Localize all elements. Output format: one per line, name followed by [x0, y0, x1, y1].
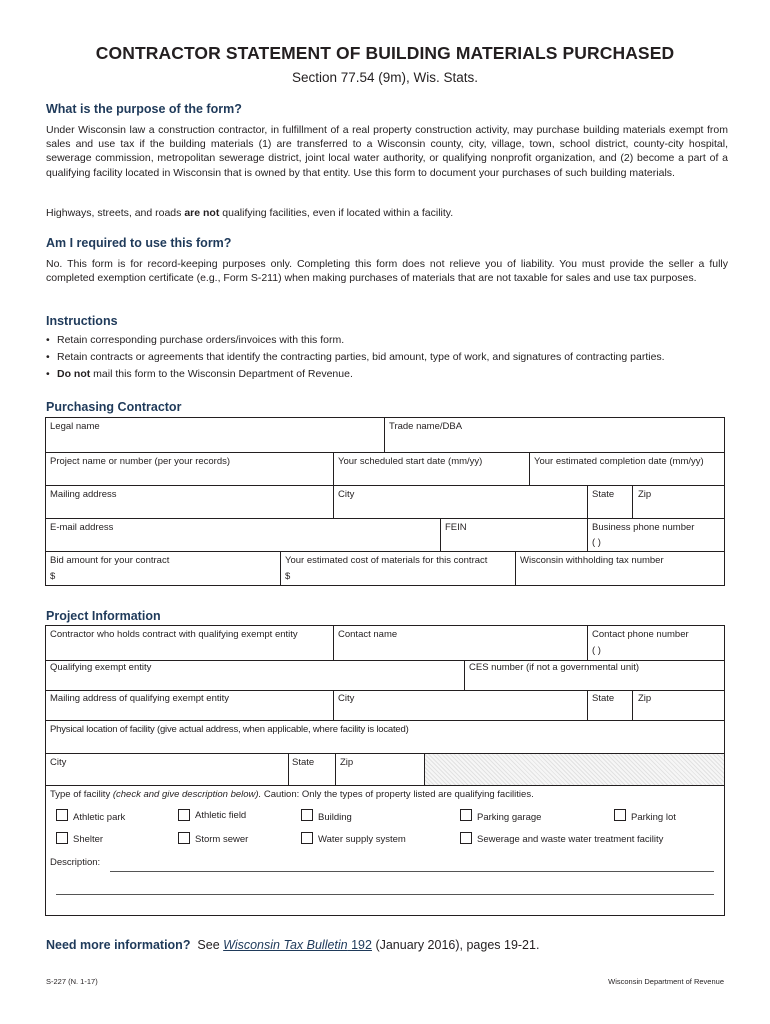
- instruction-item: • Retain contracts or agreements that identify the contracting parties, bid amount, type of work, and signatures of contracting parties.: [46, 349, 728, 366]
- more-info: Need more information? See Wisconsin Tax Bulletin 192 (January 2016), pages 19-21.: [46, 938, 540, 952]
- storm-sewer-label: Storm sewer: [195, 834, 249, 845]
- contact-name-field[interactable]: Contact name: [338, 629, 398, 640]
- instructions-list: [46, 332, 728, 383]
- divider: [45, 452, 725, 453]
- form-number: S-227 (N. 1-17): [46, 977, 98, 986]
- form-title: CONTRACTOR STATEMENT OF BUILDING MATERIALS PURCHASED: [95, 43, 675, 63]
- storm-sewer-checkbox[interactable]: [178, 832, 190, 844]
- completion-date-field[interactable]: Your estimated completion date (mm/yy): [534, 456, 704, 467]
- description-line-2[interactable]: [56, 894, 714, 895]
- bid-amount-field[interactable]: Bid amount for your contract: [50, 555, 170, 566]
- zip-field[interactable]: Zip: [638, 489, 652, 500]
- athletic-park-checkbox[interactable]: [56, 809, 68, 821]
- tax-bulletin-link[interactable]: Wisconsin Tax Bulletin 192: [223, 938, 372, 952]
- divider: [529, 452, 530, 485]
- location-city-field[interactable]: City: [50, 757, 67, 768]
- withholding-field[interactable]: Wisconsin withholding tax number: [520, 555, 664, 566]
- exempt-entity-field[interactable]: Qualifying exempt entity: [50, 662, 152, 673]
- legal-name-field[interactable]: Legal name: [50, 421, 100, 432]
- description-line-1[interactable]: [110, 871, 714, 872]
- athletic-park-label: Athletic park: [73, 812, 126, 823]
- description-label: Description:: [50, 857, 101, 868]
- divider: [335, 753, 336, 785]
- shelter-checkbox[interactable]: [56, 832, 68, 844]
- shaded-area: [425, 754, 724, 785]
- parking-lot-checkbox[interactable]: [614, 809, 626, 821]
- dollar-sign: $: [50, 571, 56, 582]
- parking-garage-label: Parking garage: [477, 812, 542, 823]
- state-field[interactable]: State: [592, 693, 615, 704]
- sewerage-label: Sewerage and waste water treatment facility: [477, 834, 664, 845]
- divider: [45, 518, 725, 519]
- ces-number-field[interactable]: CES number (if not a governmental unit): [469, 662, 640, 673]
- divider: [333, 452, 334, 518]
- water-supply-label: Water supply system: [318, 834, 406, 845]
- divider: [515, 551, 516, 586]
- divider: [632, 485, 633, 518]
- project-name-field[interactable]: Project name or number (per your records): [50, 456, 231, 467]
- instructions-heading: Instructions: [46, 314, 118, 328]
- divider: [587, 625, 588, 660]
- shelter-label: Shelter: [73, 834, 104, 845]
- project-heading: Project Information: [46, 609, 161, 623]
- instruction-item: • Do not mail this form to the Wisconsin Department of Revenue.: [46, 366, 728, 383]
- location-state-field[interactable]: State: [292, 757, 315, 768]
- purpose-note-pre: Highways, streets, and roads: [46, 207, 185, 219]
- location-zip-field[interactable]: Zip: [340, 757, 354, 768]
- divider: [45, 690, 725, 691]
- parking-garage-checkbox[interactable]: [460, 809, 472, 821]
- divider: [288, 753, 289, 785]
- divider: [45, 785, 725, 786]
- divider: [587, 690, 588, 720]
- divider: [45, 660, 725, 661]
- purpose-note-post: qualifying facilities, even if located within a facility.: [219, 207, 454, 219]
- required-heading: Am I required to use this form?: [46, 236, 232, 250]
- business-phone-field[interactable]: Business phone number: [592, 522, 695, 533]
- required-text: No. This form is for record-keeping purposes only. Completing this form does not relieve you of liability. You must provide the seller a fully completed exemption certificate (e.g., Form S-211) when making purchases of materials that are not taxable for sales and use tax purposes.: [46, 258, 728, 285]
- athletic-field-checkbox[interactable]: [178, 809, 190, 821]
- divider: [464, 660, 465, 690]
- contact-phone-field[interactable]: Contact phone number: [592, 629, 689, 640]
- divider: [45, 720, 725, 721]
- divider: [333, 690, 334, 720]
- city-field[interactable]: City: [338, 489, 355, 500]
- divider: [45, 485, 725, 486]
- physical-location-field[interactable]: Physical location of facility (give actual address, when applicable, where facility is located): [50, 724, 409, 735]
- mailing-address-field[interactable]: Mailing address: [50, 489, 117, 500]
- phone-area-code: ( ): [592, 537, 601, 548]
- agency-name: Wisconsin Department of Revenue: [608, 977, 724, 986]
- zip-field[interactable]: Zip: [638, 693, 652, 704]
- athletic-field-label: Athletic field: [195, 810, 247, 821]
- trade-name-field[interactable]: Trade name/DBA: [389, 421, 463, 432]
- divider: [440, 518, 441, 551]
- form-subtitle: Section 77.54 (9m), Wis. Stats.: [291, 70, 479, 85]
- purpose-text: Under Wisconsin law a construction contractor, in fulfillment of a real property construction activity, may purchase building materials exempt from sales and use tax if the building materials (1) are transferred to a Wisconsin county, city, village, town, school district, county-city hospital, sewerage commission, metropolitan sewerage district, joint local water authority, or qualifying nonprofit organization, and (2) become a part of a qualifying facility located in Wisconsin that is owned by that entity. Use this form to document your purchases of such building materials.: [46, 124, 728, 179]
- divider: [45, 551, 725, 552]
- building-checkbox[interactable]: [301, 809, 313, 821]
- more-info-lead: Need more information?: [46, 938, 191, 952]
- water-supply-checkbox[interactable]: [301, 832, 313, 844]
- phone-area-code: ( ): [592, 645, 601, 656]
- sewerage-checkbox[interactable]: [460, 832, 472, 844]
- exempt-mailing-field[interactable]: Mailing address of qualifying exempt entity: [50, 693, 230, 704]
- divider: [587, 485, 588, 551]
- purpose-note-bold: are not: [184, 207, 220, 219]
- parking-lot-label: Parking lot: [631, 812, 676, 823]
- start-date-field[interactable]: Your scheduled start date (mm/yy): [338, 456, 483, 467]
- email-field[interactable]: E-mail address: [50, 522, 114, 533]
- est-cost-field[interactable]: Your estimated cost of materials for this contract: [285, 555, 488, 566]
- instruction-item: • Retain corresponding purchase orders/invoices with this form.: [46, 332, 728, 349]
- contractor-field[interactable]: Contractor who holds contract with qualifying exempt entity: [50, 629, 298, 640]
- fein-field[interactable]: FEIN: [445, 522, 467, 533]
- purchasing-heading: Purchasing Contractor: [46, 400, 182, 414]
- dollar-sign: $: [285, 571, 291, 582]
- divider: [280, 551, 281, 586]
- divider: [384, 417, 385, 452]
- purpose-note: [46, 206, 728, 220]
- divider: [632, 690, 633, 720]
- city-field[interactable]: City: [338, 693, 355, 704]
- state-field[interactable]: State: [592, 489, 615, 500]
- building-label: Building: [318, 812, 352, 823]
- purpose-heading: What is the purpose of the form?: [46, 102, 242, 116]
- divider: [333, 625, 334, 660]
- facility-type-label: Type of facility (check and give description below). Caution: Only the types of property listed are qualifying facilities.: [50, 789, 534, 800]
